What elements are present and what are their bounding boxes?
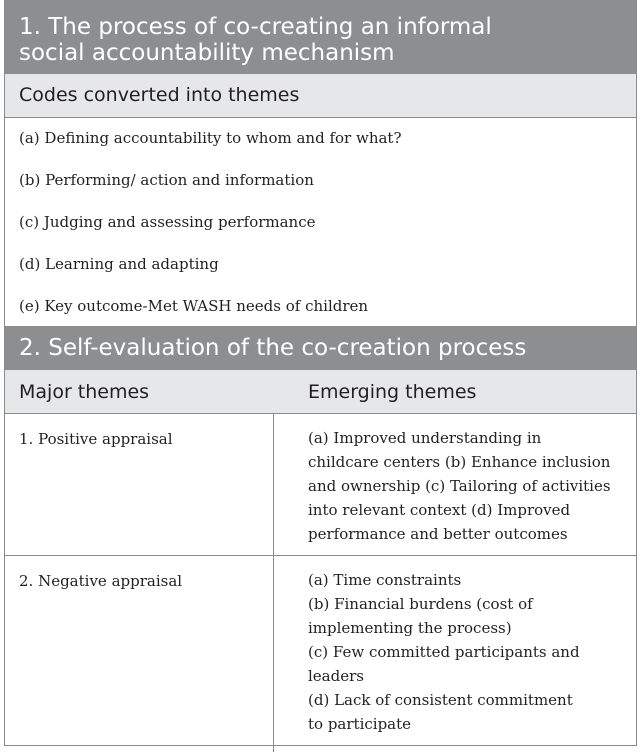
emerging-themes-negative <box>274 556 636 752</box>
emerging-themes-positive <box>274 414 636 555</box>
section2-title: 2. Self-evaluation of the co-creation process <box>19 335 527 361</box>
codes-subheading: Codes converted into themes <box>5 74 636 118</box>
emerging-line: implementing the process) <box>308 619 512 637</box>
code-item-a: (a) Defining accountability to whom and for what? <box>19 129 402 147</box>
major-theme-negative: 2. Negative appraisal <box>5 556 274 752</box>
section2-header <box>5 326 636 370</box>
column-header-major: Major themes <box>19 381 150 403</box>
themes-table <box>4 0 637 746</box>
emerging-line: (d) Lack of consistent commitment <box>308 691 573 709</box>
emerging-line: into relevant context (d) Improved <box>308 501 571 519</box>
code-item-c: (c) Judging and assessing performance <box>19 213 316 231</box>
emerging-line: (a) Time constraints <box>308 571 462 589</box>
table-row-negative <box>5 556 636 752</box>
emerging-line: (b) Financial burdens (cost of <box>308 595 533 613</box>
emerging-line: leaders <box>308 667 364 685</box>
emerging-line: to participate <box>308 715 412 733</box>
codes-list <box>5 118 636 326</box>
emerging-line: childcare centers (b) Enhance inclusion <box>308 453 611 471</box>
section1-title-line1: 1. The process of co-creating an informal <box>19 14 492 40</box>
major-theme-positive: 1. Positive appraisal <box>5 414 274 555</box>
code-item-b: (b) Performing/ action and information <box>19 171 314 189</box>
column-header-emerging: Emerging themes <box>308 381 477 403</box>
emerging-line: (a) Improved understanding in <box>308 429 542 447</box>
code-item-e: (e) Key outcome-Met WASH needs of children <box>19 297 369 315</box>
emerging-line: performance and better outcomes <box>308 525 568 543</box>
emerging-line: and ownership (c) Tailoring of activities <box>308 477 611 495</box>
code-item-d: (d) Learning and adapting <box>19 255 219 273</box>
section1-header <box>5 0 636 74</box>
emerging-line: (c) Few committed participants and <box>308 643 580 661</box>
section1-title-line2: social accountability mechanism <box>19 40 395 66</box>
table-row-positive <box>5 414 636 556</box>
section2-column-headers <box>5 370 636 414</box>
